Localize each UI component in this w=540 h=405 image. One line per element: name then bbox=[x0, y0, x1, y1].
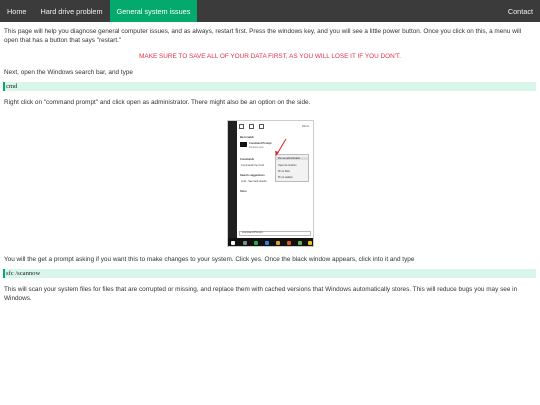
top-navigation bbox=[0, 0, 540, 22]
code-sfc: sfc /scannow bbox=[3, 269, 536, 278]
intro-text: This page will help you diagnose general computer issues, and as always, restart first. Press the windows key, and you will see a little power button. Once you click on this, a menu will open that has a button that says "restart." bbox=[4, 28, 522, 44]
step-admin-text: Right click on "command prompt" and click open as administrator. There might also be an option on the side. bbox=[4, 99, 311, 106]
step-search-text: Next, open the Windows search bar, and type bbox=[4, 69, 133, 76]
suggestion-item: cmd - See web results bbox=[241, 180, 267, 183]
nav-contact[interactable]: Contact bbox=[507, 6, 533, 16]
step-result-text: This will scan your system files for files that are corrupted or missing, and replace them with cached versions that Windows automatically stores. This will reduce bugs you may see in Windows. bbox=[4, 286, 518, 302]
menu-pin-to-start: Pin to Start bbox=[278, 170, 290, 173]
nav-general-system-issues[interactable]: General system issues bbox=[110, 0, 198, 22]
taskbar-search-text: command Prompt bbox=[242, 231, 263, 234]
red-arrow-icon bbox=[228, 121, 314, 247]
app-icon-3 bbox=[276, 241, 280, 245]
command-prompt-label: Command Prompt bbox=[249, 142, 272, 145]
best-match-label: Best match bbox=[240, 136, 254, 139]
desktop-app-label: Desktop app bbox=[249, 146, 264, 149]
nav-home[interactable]: Home bbox=[7, 6, 27, 16]
app-icon-2 bbox=[265, 241, 269, 245]
menu-run-as-admin: Run as administrator bbox=[276, 157, 308, 160]
windows-search-screenshot bbox=[227, 120, 314, 247]
menu-open-file-location: Open file location bbox=[278, 164, 297, 167]
store-label: Store bbox=[240, 190, 247, 193]
app-icon-1 bbox=[254, 241, 258, 245]
menu-pin-to-taskbar: Pin to taskbar bbox=[278, 176, 293, 179]
taskbar bbox=[228, 238, 314, 247]
search-suggestions-label: Search suggestions bbox=[240, 174, 265, 177]
filters-label: Filters bbox=[301, 125, 309, 128]
code-cmd: cmd bbox=[3, 82, 536, 91]
app-icon-6 bbox=[308, 241, 312, 245]
task-view-icon bbox=[243, 241, 247, 245]
warning-text: MAKE SURE TO SAVE ALL OF YOUR DATA FIRST, AS YOU WILL LOSE IT IF YOU DON'T. bbox=[139, 53, 401, 60]
commands-label: Commands bbox=[240, 158, 255, 161]
app-icon-4 bbox=[287, 241, 291, 245]
command-item: Command line Cmd bbox=[241, 164, 264, 167]
step-prompt-text: You will the get a prompt asking if you want this to make changes to your system. Click yes. Once the black window appears, click into it and type bbox=[4, 256, 415, 263]
windows-icon bbox=[231, 241, 235, 245]
app-icon-5 bbox=[298, 241, 302, 245]
nav-hard-drive-problem[interactable]: Hard drive problem bbox=[40, 6, 103, 16]
